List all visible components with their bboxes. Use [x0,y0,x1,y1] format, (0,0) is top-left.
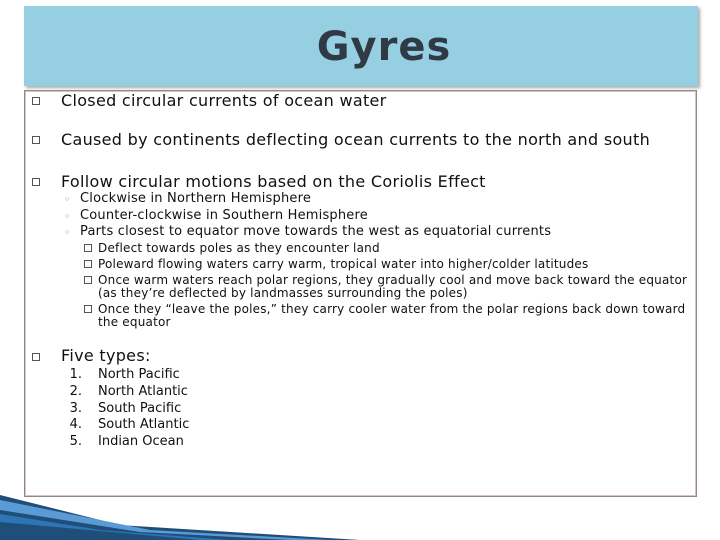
type-number: 1. [69,367,82,382]
checkbox-square-icon [32,178,40,186]
type-north-pacific: North Pacific [98,367,180,382]
title-bar [24,6,698,86]
circle-dot-icon: ◦ [64,226,71,239]
detail-leave-poles: Once they “leave the poles,” they carry cooler water from the polar regions back down toward the equator [98,302,686,329]
detail-poleward-waters: Poleward flowing waters carry warm, tropical water into higher/colder latitudes [98,257,589,271]
type-indian-ocean: Indian Ocean [98,434,184,449]
type-south-atlantic: South Atlantic [98,417,190,432]
sub-bullet-equator: Parts closest to equator move towards the west as equatorial currents [80,224,552,239]
circle-dot-icon: ◦ [64,210,71,223]
checkbox-square-icon [84,244,92,252]
sub-bullet-clockwise: Clockwise in Northern Hemisphere [80,191,312,206]
checkbox-square-icon [84,276,92,284]
type-number: 4. [69,417,82,432]
sub-bullet-counter-clockwise: Counter-clockwise in Southern Hemisphere [80,208,368,223]
slide-title: Gyres [316,24,452,70]
bullet-caused-by-continents: Caused by continents deflecting ocean currents to the north and south [61,130,651,149]
type-number: 3. [69,401,82,416]
circle-dot-icon: ◦ [64,193,71,206]
type-north-atlantic: North Atlantic [98,384,188,399]
checkbox-square-icon [84,305,92,313]
bullet-coriolis: Follow circular motions based on the Coriolis Effect [61,172,486,191]
checkbox-square-icon [32,97,40,105]
detail-warm-waters-cool: Once warm waters reach polar regions, they gradually cool and move back toward the equator (as they’re deflected by landmasses surrounding the poles) [98,273,688,300]
type-south-pacific: South Pacific [98,401,182,416]
bullet-closed-circular: Closed circular currents of ocean water [61,91,387,110]
detail-deflect-poles: Deflect towards poles as they encounter land [98,241,380,255]
type-number: 5. [69,434,82,449]
decorative-stripes [0,450,360,540]
type-number: 2. [69,384,82,399]
checkbox-square-icon [32,136,40,144]
checkbox-square-icon [32,353,40,361]
checkbox-square-icon [84,260,92,268]
bullet-five-types: Five types: [61,346,151,365]
